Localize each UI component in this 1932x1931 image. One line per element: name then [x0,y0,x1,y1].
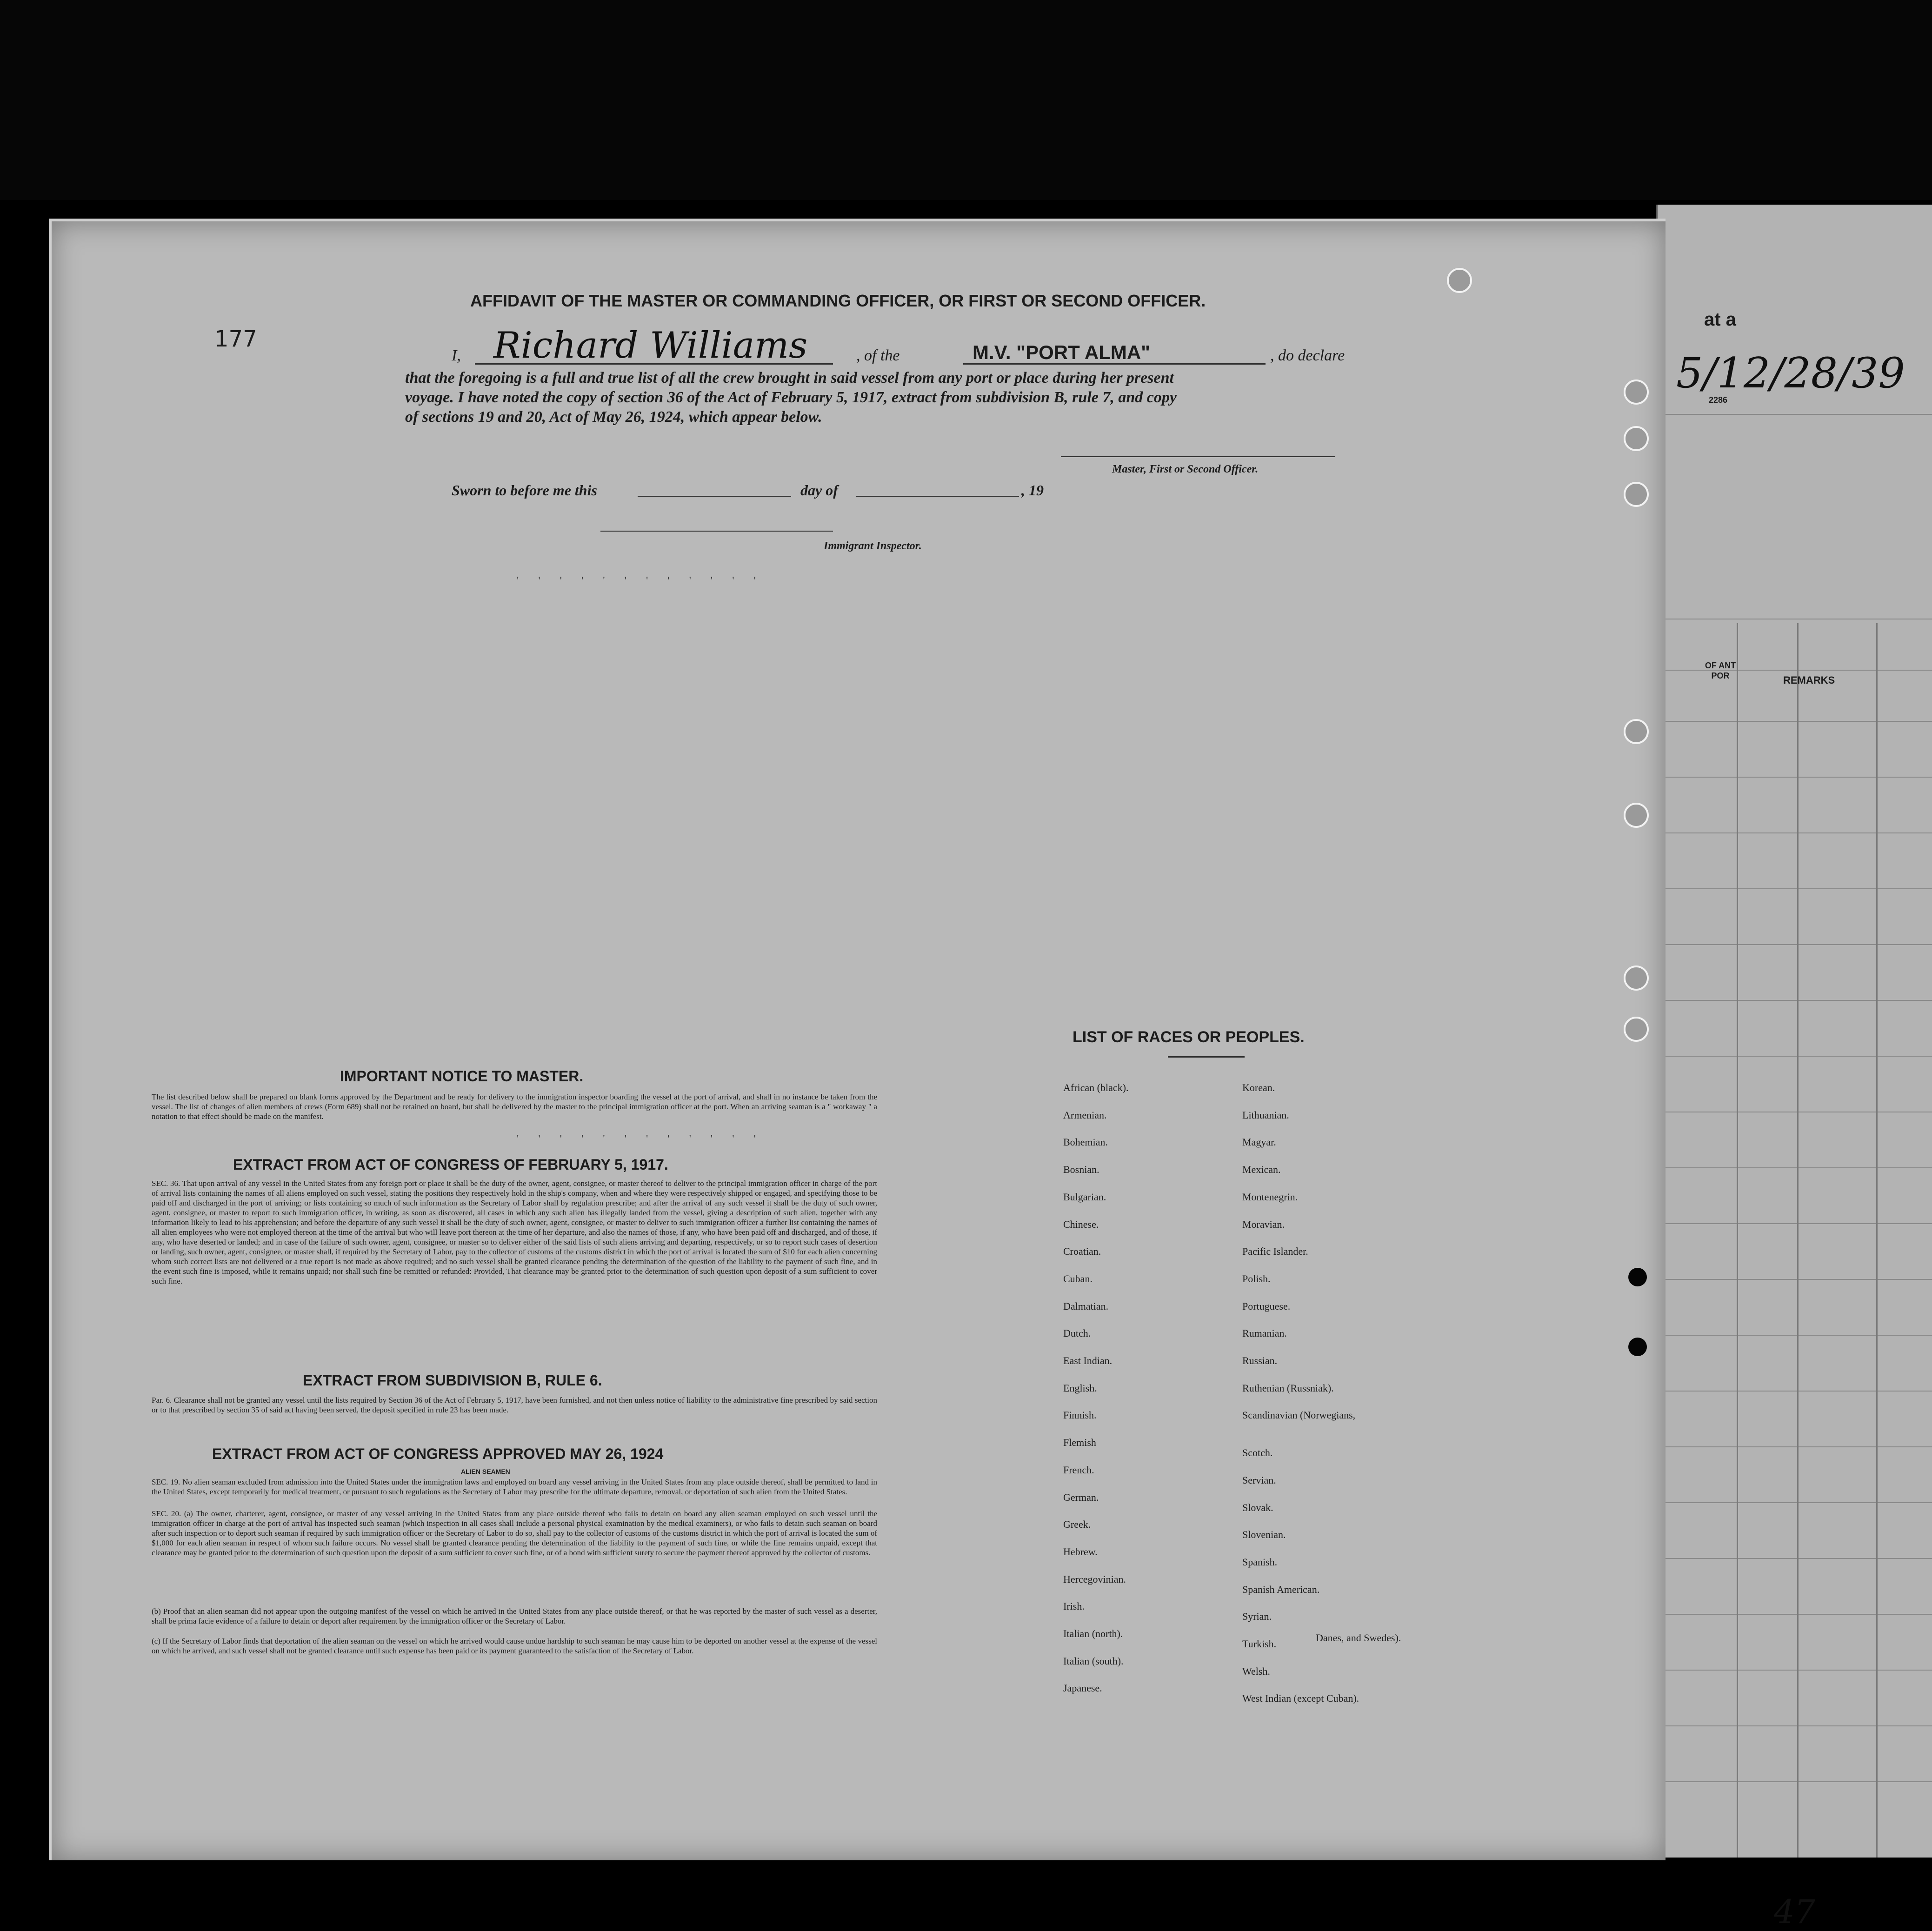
race-item: Rumanian. [1242,1327,1287,1339]
binder-hole [1624,1017,1649,1042]
extract-1924-subtitle: ALIEN SEAMEN [461,1468,510,1475]
races-title: LIST OF RACES OR PEOPLES. [1073,1028,1305,1046]
binder-hole [1624,380,1649,405]
binder-hole [1624,482,1649,507]
sworn-label: Sworn to before me this [452,482,597,499]
ditto-marks: ' ' ' ' ' ' ' ' ' ' ' ' [517,575,764,587]
ruled-line [1658,777,1932,778]
binder-hole [1624,426,1649,451]
ruled-line [1658,1446,1932,1447]
ruled-line [1658,1614,1932,1615]
race-item: Bosnian. [1063,1164,1099,1176]
inspector-signature-line [600,531,833,532]
race-item: African (black). [1063,1082,1129,1093]
race-item: Magyar. [1242,1136,1276,1148]
ruled-line [1658,1056,1932,1057]
do-declare-label: , do declare [1270,347,1345,364]
race-item: Spanish American. [1242,1583,1320,1595]
ruled-line [1658,414,1932,415]
race-item: Mexican. [1242,1164,1281,1176]
notice-text: The list described below shall be prepared on blank forms approved by the Department and be ready for delivery to the immigration inspector boarding the vessel at the port of arrival, and shall in no instance be taken from the vessel. The list of changes of alien members of crews (Form 689) shall not be retained on board, but shall be delivered by the master to the principal immigration officer at the port. When an arriving seaman is a " workaway " a notation to that effect should be made on the manifest. [152,1092,877,1121]
race-item: Hebrew. [1063,1545,1098,1558]
ruled-line [1658,1781,1932,1782]
race-item: Irish. [1063,1600,1085,1612]
race-item: Syrian. [1242,1611,1272,1623]
race-item: Italian (south). [1063,1655,1124,1667]
ruled-line [1658,832,1932,833]
underlying-manifest-page [1656,205,1932,1931]
race-item: Korean. [1242,1082,1275,1093]
back-date-note: 5/12/28/39 [1676,349,1905,398]
sworn-day-line [638,496,791,497]
year-label: , 19 [1021,482,1044,499]
race-item: Polish. [1242,1272,1271,1285]
race-item: Welsh. [1242,1665,1270,1677]
ruled-line [1658,721,1932,722]
signature-line [475,363,833,365]
race-item: Japanese. [1063,1682,1102,1694]
back-at-label: at a [1704,309,1736,330]
notice-title: IMPORTANT NOTICE TO MASTER. [340,1068,584,1085]
race-item: Ruthenian (Russniak). [1242,1382,1334,1394]
race-item: Danes, and Swedes). [1316,1632,1401,1644]
inspector-caption: Immigrant Inspector. [824,540,922,552]
extract-1917-text: SEC. 36. That upon arrival of any vessel in the United States from any foreign port or place it shall be the duty of the owner, agent, consignee, or master thereof to deliver to the principal immigration officer in charge of the port of arrival lists containing the names of all aliens employed on such vessel, stating the positions they respectively hold in the ship's company, when and where they were respectively shipped or engaged, and specifying those to be paid off and discharged in the port of arriving; or lists containing so much of such information as the Secretary of Labor shall by regulation prescribe; and after the arrival of any such vessel it shall be the duty of such owner, agent, consignee, or master to report to such immigration officer, in writing, as soon as discovered, all cases in which any such alien has illegally landed from the vessel, giving a description of such alien, together with any information likely to lead to his apprehension; and before the departure of any such vessel it shall be the duty of such owner, agent, consignee, or master to deliver to such immigration officer a further list containing the names of all alien employees who were not employed thereon at the time of the arrival but who will leave port thereon at the time of her departure, and also the names of those, if any, who have been paid off and discharged, and of those, if any, who have deserted or landed; and in case of the failure of such owner, agent, consignee, or master so to deliver either of the said lists of such aliens arriving and departing, respectively, or so to report such cases of desertion or landing, such owner, agent, consignee, or master shall, if required by the Secretary of Labor, pay to the collector of customs of the customs district in which the port of arrival is located the sum of $10 for each alien concerning whom such correct lists are not delivered or a true report is not made as above required; and no such vessel shall be granted clearance pending the determination of the question of the liability to the payment of such fine, and in the event such fine is imposed, while it remains unpaid; nor shall such fine be remitted or refunded: Provided, That clearance may be granted prior to the determination of such question upon deposit of a sum sufficient to cover such fine. [152,1179,877,1285]
ruled-line [1658,1335,1932,1336]
ditto-marks: ' ' ' ' ' ' ' ' ' ' ' ' [517,1133,764,1145]
statement-line-3: of sections 19 and 20, Act of May 26, 1924, which appear below. [405,408,822,426]
races-title-rule [1168,1056,1245,1058]
extract-rule6-title: EXTRACT FROM SUBDIVISION B, RULE 6. [303,1372,602,1389]
race-item: German. [1063,1491,1099,1503]
extract-1924-sec19: SEC. 19. No alien seaman excluded from admission into the United States under the immigration laws and employed on board any vessel arriving in the United States from any place outside thereof, shall be permitted to land in the United States, except temporarily for medical treatment, or pursuant to such regulations as the Secretary of Labor may prescribe for the ultimate departure, removal, or deportation of such alien from the United States. [152,1478,877,1496]
punch-hole-dark [1628,1268,1647,1286]
column-divider [1876,623,1878,1858]
race-item: Portuguese. [1242,1300,1291,1312]
extract-rule6-text: Par. 6. Clearance shall not be granted any vessel until the lists required by Section 36 of the Act of February 5, 1917, have been furnished, and not then unless notice of liability to the administrative fine prescribed by said section or to that prescribed by section 35 of said act having been served, the deposit specified in rule 23 has been made. [152,1396,877,1414]
back-form-number: 2286 [1709,395,1728,405]
race-item: Greek. [1063,1518,1091,1531]
extract-1924-sec20a: SEC. 20. (a) The owner, charterer, agent, consignee, or master of any vessel arriving in the United States from any place outside thereof who fails to detain on board any alien seaman employed on such vessel until the immigration officer in charge at the port of arrival has inspected such seaman (which inspection in all cases shall include a personal physical examination by the medical examiners), or who fails to detain such seaman on board after such inspection or to deport such seaman if required by such immigration officer or the Secretary of Labor to do so, shall pay to the collector of customs of the customs district in which the port of arrival is located the sum of $1,000 for each alien seaman in respect of whom such failure occurs. No vessel shall be granted clearance pending the determination of the liability to the payment of such fine, or while the fine remains unpaid, except that clearance may be granted prior to the determination of such question upon the deposit of a sum sufficient to cover such fine, or of a bond with sufficient surety to secure the payment thereof approved by the collector of customs. [152,1509,877,1557]
extract-1924-title: EXTRACT FROM ACT OF CONGRESS APPROVED MAY 26, 1924 [212,1445,664,1462]
race-item: Scotch. [1242,1447,1273,1459]
column-divider [1737,623,1738,1858]
race-item: Flemish [1063,1437,1096,1449]
race-item: English. [1063,1382,1097,1394]
race-item: Russian. [1242,1355,1278,1366]
of-the-label: , of the [856,347,900,364]
race-item: Hercegovinian. [1063,1573,1126,1585]
race-item: Slovak. [1242,1501,1273,1513]
punch-hole-dark [1628,1338,1647,1356]
ruled-line [1658,1502,1932,1503]
extract-1924-sec20b: (b) Proof that an alien seaman did not appear upon the outgoing manifest of the vessel on which he arrived in the United States from any place outside thereof, or that he was reported by the master of such vessel as a deserter, shall be prima facie evidence of a failure to detain or deport after requirement by the immigration officer or the Secretary of Labor. [152,1607,877,1625]
back-remarks-header: REMARKS [1783,674,1835,686]
race-item: Turkish. [1242,1638,1277,1650]
race-item: Slovenian. [1242,1529,1286,1541]
affidavit-sheet [49,219,1666,1860]
race-item: Dutch. [1063,1327,1091,1339]
ruled-line [1658,1000,1932,1001]
affidavit-title: AFFIDAVIT OF THE MASTER OR COMMANDING OFFICER, OR FIRST OR SECOND OFFICER. [470,291,1206,310]
race-item: Cuban. [1063,1272,1093,1285]
race-item: Spanish. [1242,1556,1278,1568]
ruled-line [1658,1167,1932,1168]
race-item: Armenian. [1063,1109,1107,1121]
ruled-line [1658,1558,1932,1559]
binder-hole [1447,268,1472,293]
i-label: I, [452,347,461,364]
race-item: Croatian. [1063,1245,1101,1258]
vessel-name: M.V. "PORT ALMA" [973,341,1151,363]
race-item: Chinese. [1063,1218,1099,1230]
officer-signature-line [1061,456,1335,457]
sworn-month-line [856,496,1019,497]
binder-hole [1624,966,1649,991]
race-item: Pacific Islander. [1242,1245,1308,1258]
race-item: Dalmatian. [1063,1300,1109,1312]
race-item: French. [1063,1464,1094,1476]
vessel-line [963,363,1266,365]
ruled-line [1658,1670,1932,1671]
race-item: Finnish. [1063,1409,1097,1421]
officer-caption: Master, First or Second Officer. [1112,463,1259,475]
back-page-number: 47 [1774,1893,1816,1931]
extract-1924-sec20c: (c) If the Secretary of Labor finds that deportation of the alien seaman on the vessel on which he arrived would cause undue hardship to such seaman he may cause him to be deported on another vessel at the expense of the vessel on which he arrived, and such vessel shall not be granted clearance until such expense has been paid or its payment guaranteed to the satisfaction of the Secretary of Labor. [152,1637,877,1655]
race-item: Lithuanian. [1242,1109,1289,1121]
race-item: Moravian. [1242,1218,1285,1230]
statement-line-2: voyage. I have noted the copy of section 36 of the Act of February 5, 1917, extract from subdivision B, rule 7, and copy [405,389,1177,406]
race-item: East Indian. [1063,1355,1113,1366]
ruled-line [1658,1279,1932,1280]
ruled-line [1658,1391,1932,1392]
column-divider [1797,623,1799,1858]
scan-background [0,0,1932,200]
extract-1917-title: EXTRACT FROM ACT OF CONGRESS OF FEBRUARY 5, 1917. [233,1156,668,1173]
ruled-line [1658,670,1932,671]
ruled-line [1658,1725,1932,1726]
master-signature: Richard Williams [493,325,808,366]
race-item: Servian. [1242,1474,1276,1486]
ruled-line [1658,888,1932,889]
day-of-label: day of [800,482,838,499]
back-column-header: OF ANT POR [1705,661,1736,680]
race-item: West Indian (except Cuban). [1242,1692,1359,1705]
race-item: Scandinavian (Norwegians, [1242,1409,1356,1421]
race-item: Italian (north). [1063,1628,1123,1639]
ruled-line [1658,944,1932,945]
statement-line-1: that the foregoing is a full and true list of all the crew brought in said vessel from any port or place during her present [405,369,1174,386]
binder-hole [1624,719,1649,744]
race-item: Bulgarian. [1063,1191,1106,1203]
ruled-line [1658,1223,1932,1224]
page-number: 177 [214,326,257,352]
race-item: Montenegrin. [1242,1191,1298,1203]
race-item: Bohemian. [1063,1136,1108,1148]
binder-hole [1624,803,1649,828]
